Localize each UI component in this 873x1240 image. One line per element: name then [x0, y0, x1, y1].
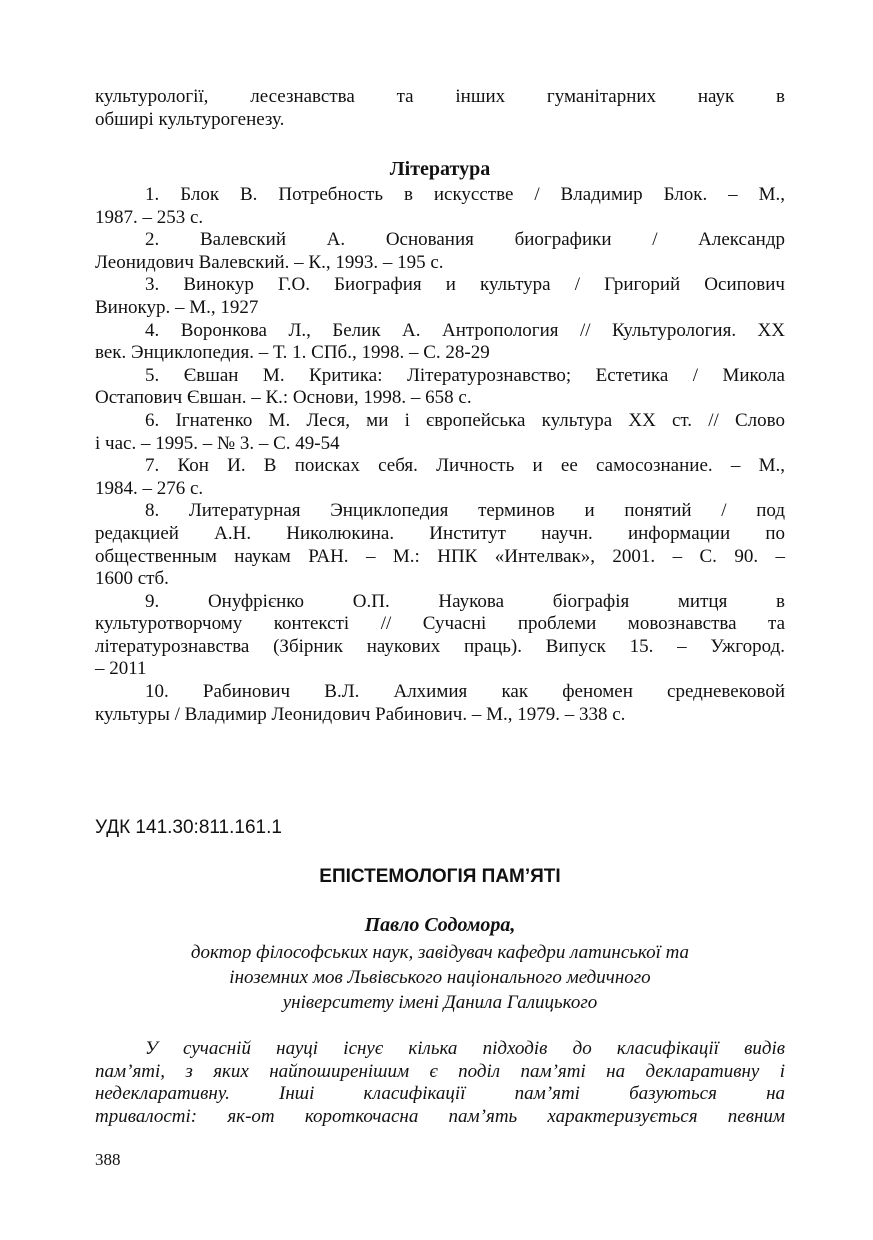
affiliation-line: іноземних мов Львівського національного медичного: [229, 967, 651, 988]
reference-line: літературознавства (Збірник наукових праць). Випуск 15. – Ужгород.: [95, 635, 785, 657]
intro-line: обширі культурогенезу.: [95, 108, 285, 130]
reference-line: 1. Блок В. Потребность в искусстве / Владимир Блок. – М.,: [145, 184, 785, 205]
reference-line: 3. Винокур Г.О. Биография и культура / Григорий Осипович: [145, 274, 785, 296]
reference-item: [95, 500, 785, 590]
reference-item: [95, 455, 785, 500]
reference-line: Леонидович Валевский. – К., 1993. – 195 с.: [95, 251, 444, 273]
affiliation-line: доктор філософських наук, завідувач кафедри латинської та: [190, 942, 690, 963]
reference-item: [95, 320, 785, 365]
references-heading: Література: [389, 158, 491, 180]
reference-item: [95, 410, 785, 455]
reference-line: 1600 стб.: [95, 568, 169, 590]
reference-item: [95, 681, 785, 726]
intro-line: культурології, лесезнавства та інших гуманітарних наук в: [95, 86, 785, 107]
intro-paragraph: [95, 86, 785, 131]
reference-line: 9. Онуфрієнко О.П. Наукова біографія митця в: [145, 590, 785, 612]
article-title: ЕПІСТЕМОЛОГІЯ ПАМ’ЯТІ: [319, 866, 561, 887]
references-list: [95, 184, 785, 726]
affiliation-line: університету імені Данила Галицького: [282, 992, 598, 1013]
reference-line: 2. Валевский А. Основания биографики / Александр: [145, 229, 785, 251]
reference-line: 4. Воронкова Л., Белик А. Антропология // Культурология. ХХ: [145, 319, 785, 341]
reference-line: 1984. – 276 с.: [95, 477, 204, 499]
reference-line: Винокур. – М., 1927: [95, 296, 259, 318]
reference-line: редакцией А.Н. Николюкина. Институт научн. информации по: [95, 522, 785, 544]
reference-line: 5. Євшан М. Критика: Літературознавство; Естетика / Микола: [145, 364, 785, 386]
reference-item: [95, 229, 785, 274]
reference-line: культуротворчому контексті // Сучасні проблеми мовознавства та: [95, 613, 785, 635]
author-affiliation: [95, 940, 785, 1015]
reference-line: культуры / Владимир Леонидович Рабинович. – М., 1979. – 338 с.: [95, 703, 626, 725]
reference-item: [95, 591, 785, 681]
reference-line: Остапович Євшан. – К.: Основи, 1998. – 658 с.: [95, 387, 472, 409]
reference-item: [95, 274, 785, 319]
reference-line: 1987. – 253 с.: [95, 206, 204, 228]
abstract-line: У сучасній науці існує кілька підходів до класифікації видів: [145, 1038, 785, 1059]
reference-line: век. Энциклопедия. – Т. 1. СПб., 1998. – С. 28-29: [95, 342, 490, 364]
reference-item: [95, 365, 785, 410]
abstract-line: пам’яті, з яких найпоширенішим є поділ пам’яті на декларативну і: [95, 1060, 785, 1082]
reference-item: [95, 184, 785, 229]
reference-line: 6. Ігнатенко М. Леся, ми і європейська культура ХХ ст. // Слово: [145, 409, 785, 431]
abstract-paragraph: [95, 1038, 785, 1128]
reference-line: общественным наукам РАН. – М.: НПК «Интелвак», 2001. – С. 90. –: [95, 545, 785, 567]
udk-code: УДК 141.30:811.161.1: [95, 817, 282, 838]
reference-line: – 2011: [95, 658, 147, 680]
author-name: Павло Содомора,: [364, 914, 516, 936]
reference-line: і час. – 1995. – № 3. – С. 49-54: [95, 432, 340, 454]
abstract-line: тривалості: як-от короткочасна пам’ять характеризується певним: [95, 1105, 785, 1127]
reference-line: 7. Кон И. В поисках себя. Личность и ее самосознание. – М.,: [145, 455, 785, 477]
page-number: 388: [95, 1150, 121, 1169]
reference-line: 8. Литературная Энциклопедия терминов и понятий / под: [145, 500, 785, 522]
abstract-line: недекларативну. Інші класифікації пам’яті базуються на: [95, 1083, 785, 1105]
reference-line: 10. Рабинович В.Л. Алхимия как феномен средневековой: [145, 681, 785, 703]
